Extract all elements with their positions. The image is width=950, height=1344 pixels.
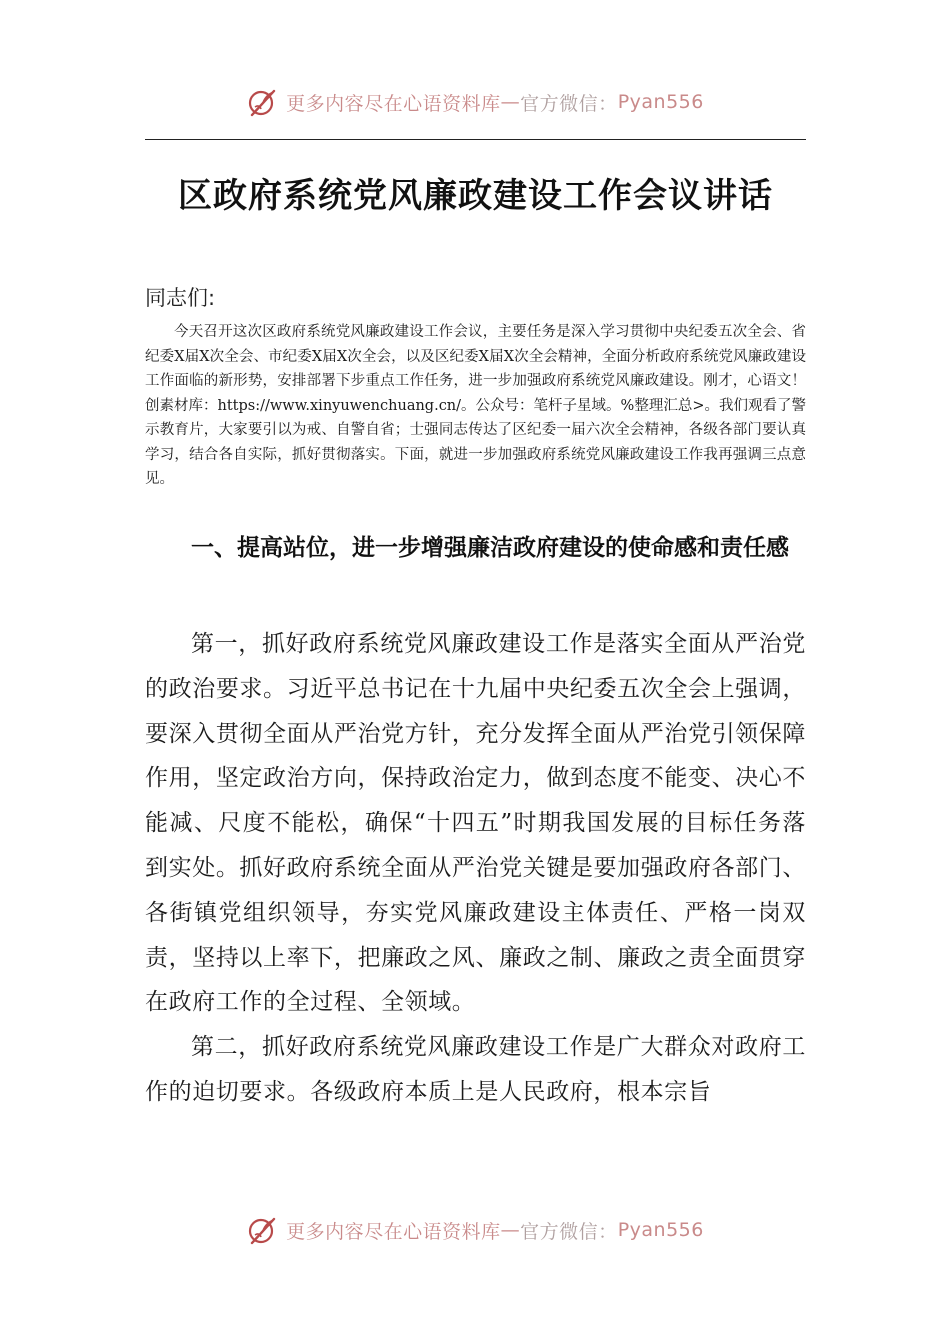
banner-slogan: 更多内容尽在心语资料库 [286, 1220, 501, 1243]
section-heading-1: 一、提高站位，进一步增强廉洁政府建设的使命感和责任感 [191, 535, 789, 561]
banner-wechat-label: 官方微信： [520, 1220, 618, 1243]
banner-wechat-label: 官方微信： [520, 92, 618, 115]
banner-slogan: 更多内容尽在心语资料库 [286, 92, 501, 115]
header-divider [145, 139, 806, 140]
body-paragraph-1: 第一，抓好政府系统党风廉政建设工作是落实全面从严治党的政治要求。习近平总书记在十九届中央纪委五次全会上强调，要深入贯彻全面从严治党方针，充分发挥全面从严治党引领保障作用，坚定政治方向，保持政治定力，做到态度不能变、决心不能减、尺度不能松，确保“十四五”时期我国发展的目标任务落到实处。抓好政府系统全面从严治党关键是要加强政府各部门、各街镇党组织领导，夯实党风廉政建设主体责任、严格一岗双责，坚持以上率下，把廉政之风、廉政之制、廉政之责全面贯穿在政府工作的全过程、全领域。 [145, 631, 806, 1016]
banner-separator: — [500, 1219, 521, 1241]
footer-banner [0, 1210, 950, 1250]
banner-wechat-id: Pyan556 [617, 1219, 704, 1241]
quill-logo-icon [246, 85, 280, 119]
greeting: 同志们: [145, 286, 216, 310]
banner-separator: — [500, 91, 521, 113]
header-banner [0, 82, 950, 122]
body-section [145, 622, 806, 1115]
banner-wechat-id: Pyan556 [617, 91, 704, 113]
document-title: 区政府系统党风廉政建设工作会议讲话 [178, 176, 773, 216]
quill-logo-icon [246, 1213, 280, 1247]
body-paragraph-2: 第二，抓好政府系统党风廉政建设工作是广大群众对政府工作的迫切要求。各级政府本质上是人民政府，根本宗旨 [145, 1034, 806, 1105]
intro-paragraph: 今天召开这次区政府系统党风廉政建设工作会议，主要任务是深入学习贯彻中央纪委五次全会、省纪委Ⅹ届Ⅹ次全会、市纪委Ⅹ届Ⅹ次全会，以及区纪委Ⅹ届Ⅹ次全会精神，全面分析政府系统党风廉政建设工作面临的新形势，安排部署下步重点工作任务，进一步加强政府系统党风廉政建设。刚才，心语文！创素材库：https://www.xinyuwenchuang.cn/。公众号：笔杆子星域。%整理汇总>。我们观看了警示教育片，大家要引以为戒、自警自省；士强同志传达了区纪委一届六次全会精神，各级各部门要认真学习，结合各自实际，抓好贯彻落实。下面，就进一步加强政府系统党风廉政建设工作我再强调三点意见。 [145, 324, 806, 487]
